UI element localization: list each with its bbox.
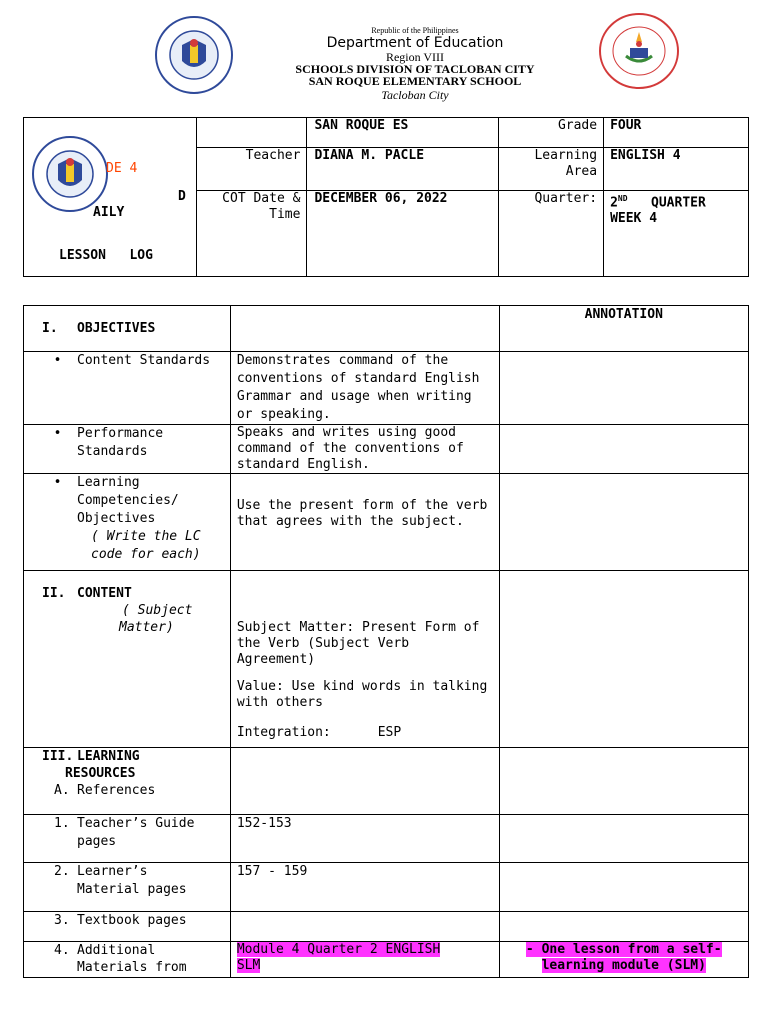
school-value-cell bbox=[307, 118, 499, 148]
performance-annotation bbox=[499, 425, 748, 474]
cot-value-cell bbox=[307, 191, 499, 277]
objectives-heading bbox=[24, 321, 230, 337]
annotation-header-cell bbox=[499, 306, 748, 352]
am-value-line-1: Module 4 Quarter 2 ENGLISH bbox=[236, 942, 441, 957]
content-annotation bbox=[499, 571, 748, 748]
grade-label-cell bbox=[499, 118, 604, 148]
objectives-num: I. bbox=[42, 320, 58, 336]
performance-label-line-1: Performance bbox=[77, 426, 164, 441]
header-table bbox=[23, 117, 749, 277]
resources-label-1: LEARNING bbox=[77, 749, 140, 764]
integration-line bbox=[237, 725, 493, 741]
references-label: References bbox=[77, 783, 156, 798]
competencies-value: Use the present form of the verb that agrees with the subject. bbox=[236, 498, 488, 529]
lm-value: 157 - 159 bbox=[236, 864, 308, 879]
deped-small-seal-icon bbox=[31, 135, 109, 213]
tg-label-line-2: pages bbox=[77, 834, 117, 849]
am-label bbox=[24, 942, 230, 976]
resources-num: III. bbox=[42, 749, 74, 764]
lm-label-line-2: Material pages bbox=[77, 882, 187, 897]
learning-area-label-2: Area bbox=[565, 164, 598, 179]
region-name: Region VIII bbox=[385, 50, 445, 64]
grade-value-cell bbox=[604, 118, 749, 148]
content-row bbox=[24, 571, 749, 748]
learning-area-label-cell bbox=[499, 148, 604, 191]
am-value-line-2: SLM bbox=[236, 958, 261, 973]
bullet-icon: • bbox=[53, 426, 62, 441]
am-annotation-line-1: - One lesson from a self- bbox=[525, 942, 722, 957]
resources-annotation bbox=[499, 748, 748, 815]
am-annotation-line-2: learning module (SLM) bbox=[541, 958, 706, 973]
quarter-value-cell bbox=[604, 191, 749, 277]
school-seal-icon bbox=[598, 12, 680, 90]
teacher-value: DIANA M. PACLE bbox=[314, 148, 425, 163]
am-label-line-2: Materials from bbox=[77, 960, 187, 975]
bullet-icon: • bbox=[53, 475, 62, 490]
performance-label bbox=[77, 425, 163, 461]
references-line bbox=[24, 782, 230, 799]
teacher-value-cell bbox=[307, 148, 499, 191]
value-text: Value: Use kind words in talking with others bbox=[236, 679, 488, 710]
title-aily: AILY bbox=[93, 205, 125, 220]
additional-materials-row bbox=[24, 942, 749, 978]
school-seal bbox=[598, 12, 680, 90]
grade-title: DE 4 bbox=[106, 161, 138, 176]
competencies-label bbox=[77, 474, 201, 564]
resources-value-cell bbox=[230, 748, 499, 815]
learning-resources-row bbox=[24, 748, 749, 815]
content-note-2: Matter) bbox=[119, 620, 174, 635]
am-label-line-1: Additional bbox=[77, 943, 156, 958]
lm-label-line-1: Learner’s bbox=[77, 864, 148, 879]
week-value: WEEK 4 bbox=[610, 211, 658, 227]
teachers-guide-row bbox=[24, 815, 749, 863]
content-note-1: ( Subject bbox=[122, 603, 193, 618]
tg-label-text bbox=[77, 815, 194, 851]
competencies-label-line-1: Learning bbox=[77, 475, 140, 490]
lm-label-text bbox=[77, 863, 187, 899]
objectives-row bbox=[24, 306, 749, 352]
content-heading bbox=[24, 585, 230, 602]
lm-annotation bbox=[499, 863, 748, 912]
teacher-label: Teacher bbox=[245, 148, 301, 163]
tg-label bbox=[24, 815, 230, 851]
school-label-cell bbox=[196, 118, 307, 148]
tb-value-cell bbox=[230, 912, 499, 942]
annotation-header: ANNOTATION bbox=[584, 307, 663, 322]
content-standards-value: Demonstrates command of the conventions of standard English Grammar and usage when writing or speaking. bbox=[236, 353, 480, 422]
title-d: D bbox=[178, 189, 186, 204]
am-annotation bbox=[500, 942, 748, 974]
deped-small-seal bbox=[31, 135, 109, 213]
quarter-word: QUARTER bbox=[651, 195, 706, 211]
cot-label-2: Time bbox=[269, 207, 301, 222]
content-standards-row bbox=[24, 352, 749, 425]
lm-num: 2. bbox=[54, 864, 70, 879]
competencies-label-line-3: Objectives bbox=[77, 511, 156, 526]
content-label: CONTENT bbox=[77, 586, 132, 601]
integration-label: Integration: bbox=[236, 725, 331, 740]
tb-annotation bbox=[499, 912, 748, 942]
tg-annotation bbox=[499, 815, 748, 863]
city-name: Tacloban City bbox=[381, 88, 449, 102]
tg-num: 1. bbox=[54, 816, 70, 831]
competencies-note-line-2: code for each) bbox=[91, 547, 201, 562]
competencies-annotation bbox=[499, 474, 748, 571]
references-num: A. bbox=[54, 783, 70, 798]
performance-standards-row bbox=[24, 425, 749, 474]
cot-value: DECEMBER 06, 2022 bbox=[314, 191, 448, 206]
tb-label bbox=[24, 912, 230, 930]
content-num: II. bbox=[42, 586, 66, 601]
performance-value: Speaks and writes using good command of the conventions of standard English. bbox=[236, 425, 464, 472]
teacher-label-cell bbox=[196, 148, 307, 191]
bullet-icon: • bbox=[53, 353, 62, 368]
textbook-row bbox=[24, 912, 749, 942]
integration-value: ESP bbox=[377, 725, 402, 740]
grade-value: FOUR bbox=[610, 118, 642, 133]
lm-label bbox=[24, 863, 230, 899]
tg-value: 152-153 bbox=[236, 816, 292, 831]
learners-material-row bbox=[24, 863, 749, 912]
learning-area-value: ENGLISH 4 bbox=[610, 148, 681, 163]
competencies-row bbox=[24, 474, 749, 571]
grade-label: Grade bbox=[557, 118, 598, 133]
performance-label-wrap bbox=[24, 425, 230, 461]
resources-label-2: RESOURCES bbox=[65, 766, 136, 781]
am-num: 4. bbox=[54, 943, 70, 958]
division-name: SCHOOLS DIVISION OF TACLOBAN CITY bbox=[295, 62, 535, 76]
quarter-value bbox=[610, 191, 742, 211]
tg-label-line-1: Teacher’s Guide bbox=[77, 816, 195, 831]
cot-label-cell bbox=[196, 191, 307, 277]
dll-title-cell bbox=[24, 118, 197, 277]
objectives-value-cell bbox=[230, 306, 499, 352]
school-value: SAN ROQUE ES bbox=[314, 118, 409, 133]
tb-num: 3. bbox=[54, 913, 70, 928]
learning-area-label-1: Learning bbox=[534, 148, 598, 163]
school-name: SAN ROQUE ELEMENTARY SCHOOL bbox=[308, 74, 522, 88]
learning-area-value-cell bbox=[604, 148, 749, 191]
title-lesson-log: LESSON LOG bbox=[59, 248, 153, 263]
quarter-suffix: ND bbox=[617, 194, 628, 203]
subject-matter: Subject Matter: Present Form of the Verb (Subject Verb Agreement) bbox=[236, 620, 480, 667]
department-name: Department of Education bbox=[326, 35, 504, 51]
quarter-label-cell bbox=[499, 191, 604, 277]
lesson-log-table bbox=[23, 305, 749, 978]
content-standards-label-wrap bbox=[24, 352, 230, 370]
republic-line: Republic of the Philippines bbox=[371, 26, 459, 35]
competencies-label-line-2: Competencies/ bbox=[77, 493, 179, 508]
cot-label-1: COT Date & bbox=[222, 191, 301, 206]
performance-label-line-2: Standards bbox=[77, 444, 148, 459]
competencies-note-line-1: ( Write the LC bbox=[91, 529, 201, 544]
resources-heading bbox=[24, 748, 230, 765]
quarter-label: Quarter: bbox=[534, 191, 598, 206]
am-value bbox=[237, 942, 493, 974]
tb-label-text: Textbook pages bbox=[77, 913, 187, 928]
competencies-label-wrap bbox=[24, 474, 230, 564]
content-standards-annotation bbox=[499, 352, 748, 425]
quarter-number: 2 bbox=[610, 195, 618, 211]
am-label-text bbox=[77, 942, 187, 976]
objectives-label: OBJECTIVES bbox=[77, 320, 156, 336]
content-standards-label: Content Standards bbox=[77, 353, 211, 368]
